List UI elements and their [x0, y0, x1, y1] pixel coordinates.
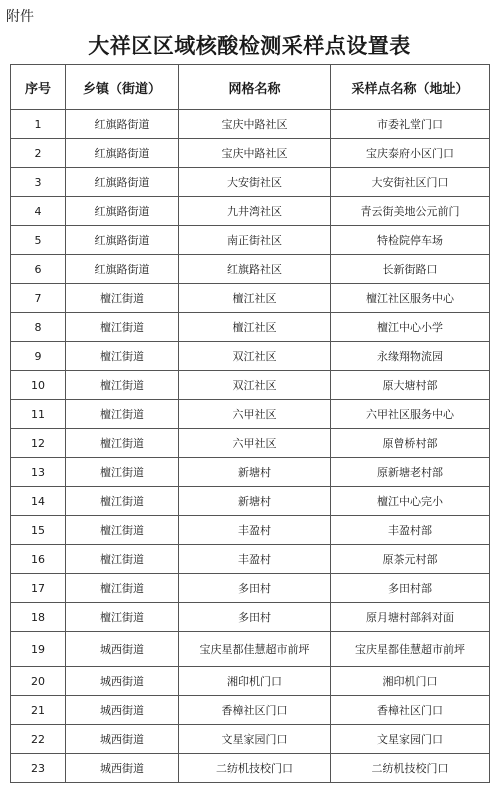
- cell-grid-name: 双江社区: [179, 371, 331, 400]
- cell-index: 1: [11, 110, 66, 139]
- cell-index: 22: [11, 725, 66, 754]
- table-header-row: [11, 65, 490, 110]
- cell-grid-name: 多田村: [179, 574, 331, 603]
- table-row: [11, 667, 490, 696]
- cell-site-name: 永缘翔物流园: [331, 342, 490, 371]
- cell-township: 檀江街道: [66, 603, 179, 632]
- cell-grid-name: 大安街社区: [179, 168, 331, 197]
- cell-site-name: 六甲社区服务中心: [331, 400, 490, 429]
- cell-grid-name: 香樟社区门口: [179, 696, 331, 725]
- table-row: [11, 516, 490, 545]
- cell-index: 9: [11, 342, 66, 371]
- cell-site-name: 湘印机门口: [331, 667, 490, 696]
- cell-township: 红旗路街道: [66, 139, 179, 168]
- header-grid-name: 网格名称: [179, 65, 331, 110]
- table-row: [11, 632, 490, 667]
- cell-grid-name: 南正街社区: [179, 226, 331, 255]
- cell-township: 檀江街道: [66, 458, 179, 487]
- cell-index: 20: [11, 667, 66, 696]
- cell-township: 檀江街道: [66, 429, 179, 458]
- table-row: [11, 371, 490, 400]
- cell-grid-name: 六甲社区: [179, 400, 331, 429]
- table-row: [11, 458, 490, 487]
- cell-site-name: 原茶元村部: [331, 545, 490, 574]
- table-row: [11, 696, 490, 725]
- cell-site-name: 二纺机技校门口: [331, 754, 490, 783]
- cell-site-name: 青云街美地公元前门: [331, 197, 490, 226]
- header-site-name: 采样点名称（地址）: [331, 65, 490, 110]
- cell-site-name: 市委礼堂门口: [331, 110, 490, 139]
- cell-site-name: 丰盈村部: [331, 516, 490, 545]
- cell-grid-name: 丰盈村: [179, 516, 331, 545]
- table-row: [11, 226, 490, 255]
- cell-township: 檀江街道: [66, 284, 179, 313]
- header-township: 乡镇（街道）: [66, 65, 179, 110]
- cell-township: 红旗路街道: [66, 110, 179, 139]
- cell-index: 8: [11, 313, 66, 342]
- cell-site-name: 檀江中心完小: [331, 487, 490, 516]
- cell-index: 16: [11, 545, 66, 574]
- cell-index: 4: [11, 197, 66, 226]
- cell-township: 红旗路街道: [66, 197, 179, 226]
- cell-township: 城西街道: [66, 725, 179, 754]
- cell-grid-name: 红旗路社区: [179, 255, 331, 284]
- table-row: [11, 284, 490, 313]
- cell-township: 檀江街道: [66, 400, 179, 429]
- cell-index: 12: [11, 429, 66, 458]
- cell-township: 檀江街道: [66, 574, 179, 603]
- cell-site-name: 原新塘老村部: [331, 458, 490, 487]
- cell-grid-name: 宝庆中路社区: [179, 110, 331, 139]
- cell-site-name: 特检院停车场: [331, 226, 490, 255]
- cell-index: 14: [11, 487, 66, 516]
- cell-grid-name: 六甲社区: [179, 429, 331, 458]
- cell-site-name: 多田村部: [331, 574, 490, 603]
- sampling-sites-table: [10, 64, 490, 783]
- header-index: 序号: [11, 65, 66, 110]
- cell-township: 城西街道: [66, 667, 179, 696]
- cell-grid-name: 双江社区: [179, 342, 331, 371]
- cell-index: 21: [11, 696, 66, 725]
- cell-site-name: 宝庆泰府小区门口: [331, 139, 490, 168]
- cell-township: 红旗路街道: [66, 168, 179, 197]
- cell-township: 檀江街道: [66, 342, 179, 371]
- cell-site-name: 文星家园门口: [331, 725, 490, 754]
- attachment-label: 附件: [6, 9, 34, 25]
- cell-grid-name: 文星家园门口: [179, 725, 331, 754]
- cell-grid-name: 新塘村: [179, 487, 331, 516]
- table-row: [11, 574, 490, 603]
- cell-index: 10: [11, 371, 66, 400]
- cell-township: 檀江街道: [66, 545, 179, 574]
- cell-township: 檀江街道: [66, 313, 179, 342]
- cell-index: 15: [11, 516, 66, 545]
- cell-index: 19: [11, 632, 66, 667]
- cell-grid-name: 九井湾社区: [179, 197, 331, 226]
- cell-index: 18: [11, 603, 66, 632]
- table-row: [11, 545, 490, 574]
- cell-index: 6: [11, 255, 66, 284]
- table-row: [11, 487, 490, 516]
- table-row: [11, 754, 490, 783]
- table-row: [11, 168, 490, 197]
- cell-grid-name: 檀江社区: [179, 284, 331, 313]
- cell-site-name: 原月塘村部斜对面: [331, 603, 490, 632]
- cell-site-name: 香樟社区门口: [331, 696, 490, 725]
- cell-site-name: 檀江中心小学: [331, 313, 490, 342]
- table-row: [11, 197, 490, 226]
- cell-grid-name: 二纺机技校门口: [179, 754, 331, 783]
- cell-township: 檀江街道: [66, 487, 179, 516]
- table-row: [11, 255, 490, 284]
- cell-grid-name: 檀江社区: [179, 313, 331, 342]
- cell-site-name: 檀江社区服务中心: [331, 284, 490, 313]
- cell-grid-name: 丰盈村: [179, 545, 331, 574]
- cell-index: 2: [11, 139, 66, 168]
- cell-site-name: 大安街社区门口: [331, 168, 490, 197]
- cell-index: 13: [11, 458, 66, 487]
- cell-township: 檀江街道: [66, 371, 179, 400]
- cell-township: 红旗路街道: [66, 226, 179, 255]
- table-row: [11, 342, 490, 371]
- cell-township: 檀江街道: [66, 516, 179, 545]
- cell-township: 城西街道: [66, 754, 179, 783]
- cell-grid-name: 宝庆中路社区: [179, 139, 331, 168]
- table-row: [11, 400, 490, 429]
- cell-index: 17: [11, 574, 66, 603]
- cell-index: 7: [11, 284, 66, 313]
- cell-township: 红旗路街道: [66, 255, 179, 284]
- cell-township: 城西街道: [66, 632, 179, 667]
- table-row: [11, 603, 490, 632]
- cell-township: 城西街道: [66, 696, 179, 725]
- cell-index: 23: [11, 754, 66, 783]
- cell-index: 11: [11, 400, 66, 429]
- cell-grid-name: 宝庆星都佳慧超市前坪: [179, 632, 331, 667]
- cell-index: 3: [11, 168, 66, 197]
- cell-site-name: 宝庆星都佳慧超市前坪: [331, 632, 490, 667]
- cell-site-name: 原大塘村部: [331, 371, 490, 400]
- table-row: [11, 313, 490, 342]
- cell-grid-name: 新塘村: [179, 458, 331, 487]
- cell-index: 5: [11, 226, 66, 255]
- table-row: [11, 110, 490, 139]
- document-title: 大祥区区域核酸检测采样点设置表: [88, 33, 411, 58]
- table-row: [11, 139, 490, 168]
- cell-grid-name: 湘印机门口: [179, 667, 331, 696]
- cell-grid-name: 多田村: [179, 603, 331, 632]
- table-row: [11, 429, 490, 458]
- cell-site-name: 原曾桥村部: [331, 429, 490, 458]
- table-row: [11, 725, 490, 754]
- cell-site-name: 长新街路口: [331, 255, 490, 284]
